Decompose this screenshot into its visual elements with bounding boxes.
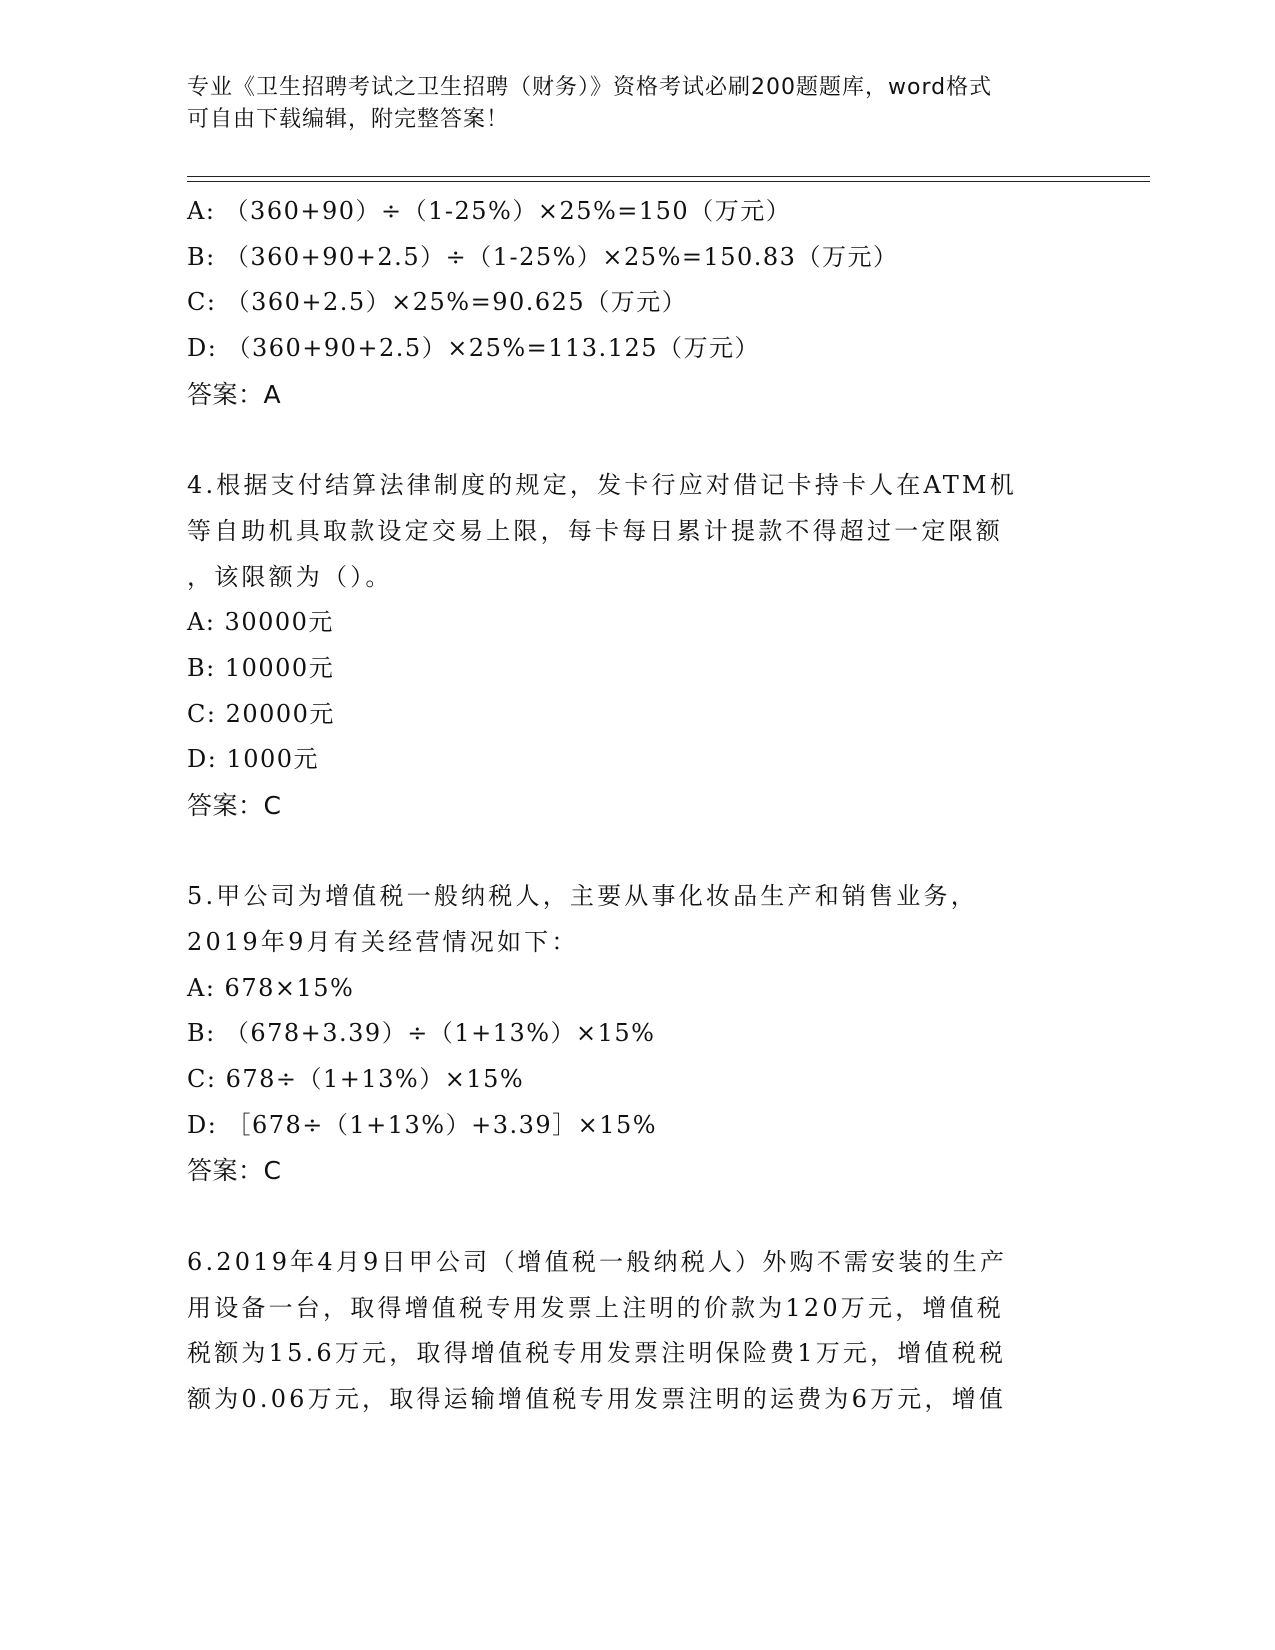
question-stem-line: ，该限额为（）。 bbox=[187, 562, 393, 591]
spacer bbox=[187, 829, 1087, 875]
document-header bbox=[187, 72, 1087, 136]
option-d: D: 1000元 bbox=[187, 745, 320, 774]
option-c: C: 678÷（1+13%）×15% bbox=[187, 1065, 525, 1094]
option-b: B: （360+90+2.5）÷（1-25%）×25%=150.83（万元） bbox=[187, 242, 899, 271]
option-b: B: （678+3.39）÷（1+13%）×15% bbox=[187, 1019, 656, 1048]
question-5 bbox=[187, 874, 1087, 1194]
question-stem-line: 4.根据支付结算法律制度的规定，发卡行应对借记卡持卡人在ATM机 bbox=[187, 471, 1017, 500]
option-b: B: 10000元 bbox=[187, 653, 335, 682]
answer: 答案：C bbox=[187, 790, 282, 820]
question-stem-line: 用设备一台，取得增值税专用发票上注明的价款为120万元，增值税 bbox=[187, 1293, 1005, 1322]
header-divider-top bbox=[187, 176, 1150, 177]
question-stem-line: 5.甲公司为增值税一般纳税人，主要从事化妆品生产和销售业务， bbox=[187, 882, 978, 911]
question-3 bbox=[187, 189, 1087, 417]
question-stem-line: 6.2019年4月9日甲公司（增值税一般纳税人）外购不需安装的生产 bbox=[187, 1247, 1008, 1276]
question-stem-line: 税额为15.6万元，取得增值税专用发票注明保险费1万元，增值税税 bbox=[187, 1339, 1007, 1368]
question-4 bbox=[187, 463, 1087, 829]
option-a: A: 678×15% bbox=[187, 973, 355, 1002]
option-a: A: （360+90）÷（1-25%）×25%=150（万元） bbox=[187, 197, 792, 225]
question-stem-line: 等自助机具取款设定交易上限，每卡每日累计提款不得超过一定限额 bbox=[187, 516, 1003, 545]
spacer bbox=[187, 417, 1087, 463]
question-stem-line: 2019年9月有关经营情况如下： bbox=[187, 928, 579, 956]
header-divider-bottom bbox=[187, 181, 1150, 182]
question-list bbox=[187, 189, 1087, 1423]
option-d: D: （360+90+2.5）×25%=113.125（万元） bbox=[187, 334, 760, 363]
header-line-2: 可自由下载编辑，附完整答案！ bbox=[187, 107, 510, 132]
answer: 答案：C bbox=[187, 1156, 282, 1186]
header-line-1: 专业《卫生招聘考试之卫生招聘（财务）》资格考试必刷200题题库，word格式 bbox=[187, 75, 993, 100]
option-a: A: 30000元 bbox=[187, 608, 334, 637]
answer: 答案：A bbox=[187, 379, 282, 409]
option-c: C: （360+2.5）×25%=90.625（万元） bbox=[187, 288, 688, 317]
question-stem-line: 额为0.06万元，取得运输增值税专用发票注明的运费为6万元，增值 bbox=[187, 1384, 1007, 1413]
question-6 bbox=[187, 1240, 1087, 1423]
spacer bbox=[187, 1194, 1087, 1240]
option-c: C: 20000元 bbox=[187, 699, 335, 728]
option-d: D: ［678÷（1+13%）+3.39］×15% bbox=[187, 1110, 658, 1139]
